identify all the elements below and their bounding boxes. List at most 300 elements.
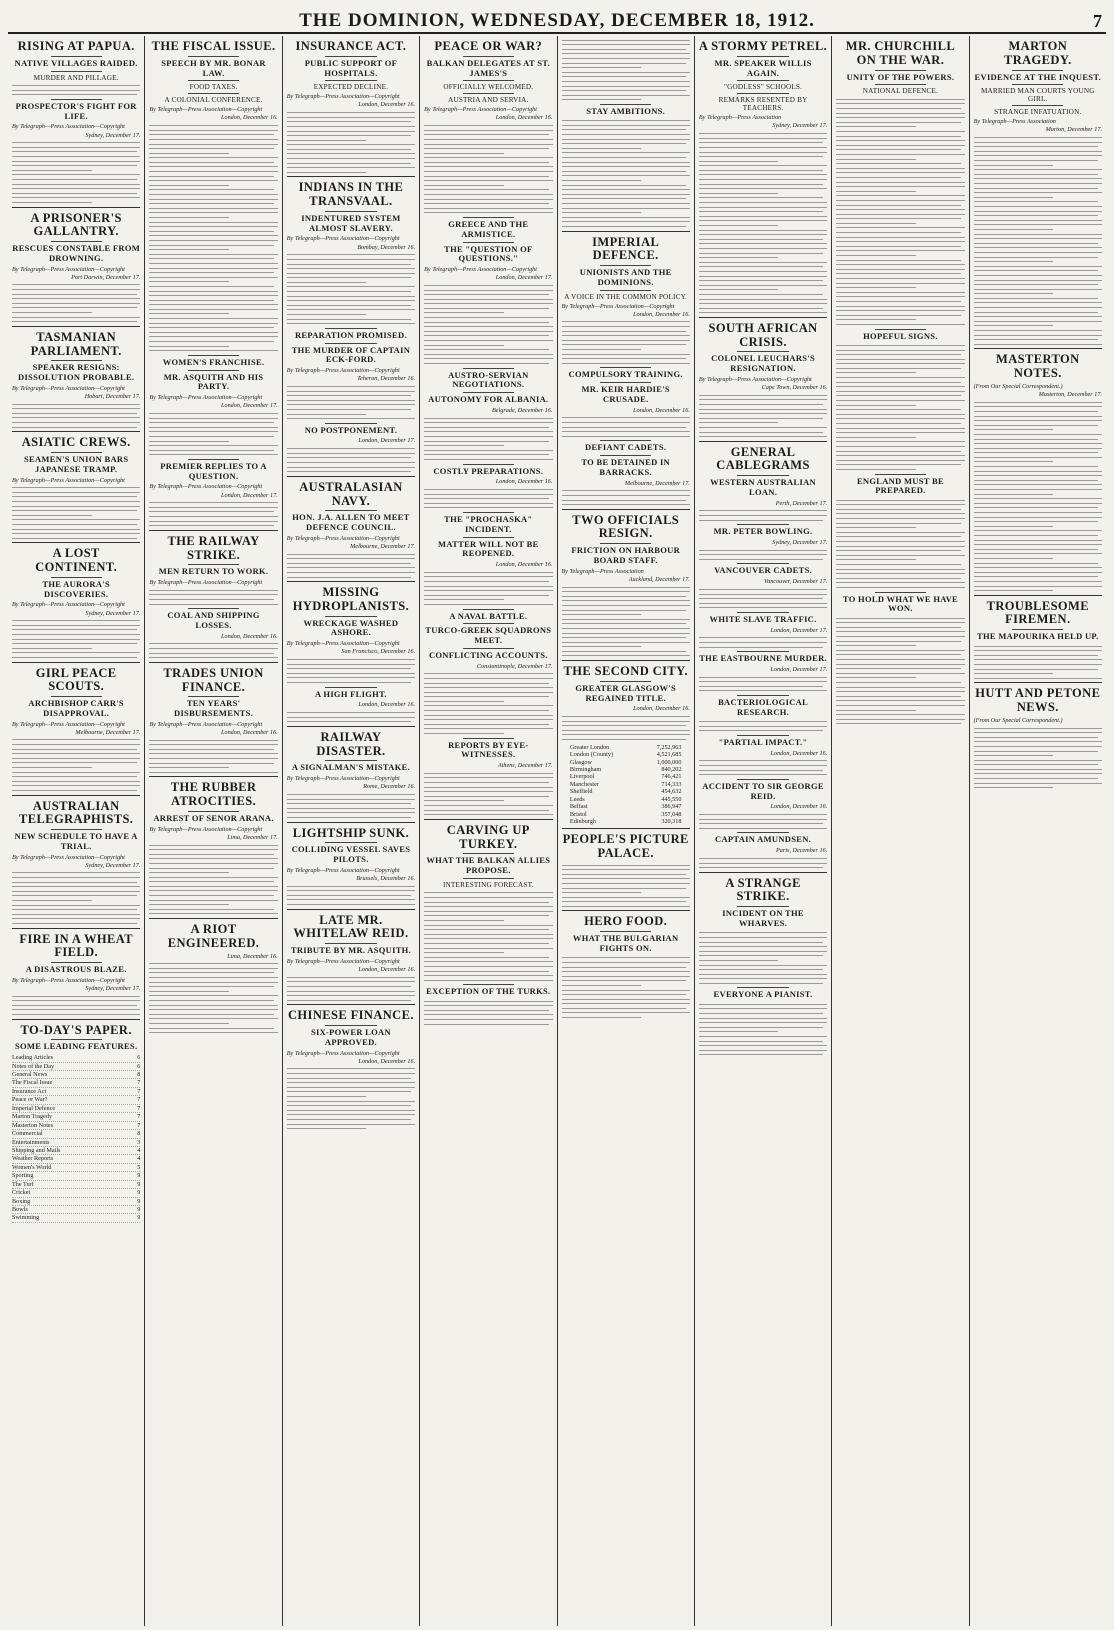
text-line: [149, 235, 277, 236]
byline: By Telegraph—Press Association—Copyright: [561, 302, 675, 310]
text-line: [974, 764, 1099, 765]
text-line: [12, 762, 137, 763]
headline: IMPERIAL DEFENCE.: [592, 234, 660, 263]
body-text-lines: [562, 321, 690, 363]
text-line: [699, 955, 824, 956]
text-line: [424, 810, 549, 811]
text-line: [12, 758, 140, 759]
text-line: [699, 814, 827, 815]
text-line: [562, 208, 690, 209]
subhead-rule: [600, 543, 651, 544]
byline: By Telegraph—Press Association—Copyright: [149, 579, 263, 587]
text-line: [424, 604, 552, 605]
text-line: [974, 266, 1102, 267]
headline: MISSING HYDROPLANISTS.: [292, 585, 410, 613]
feature-page: 3: [137, 1138, 141, 1146]
text-line: [424, 952, 504, 953]
text-line: [149, 309, 277, 310]
text-line: [149, 599, 274, 600]
text-line: [974, 165, 1054, 166]
text-line: [287, 991, 415, 992]
text-line: [836, 578, 961, 579]
masthead-title: THE DOMINION, WEDNESDAY, DECEMBER 18, 1912.: [299, 10, 815, 31]
headline: LATE MR. WHITELAW REID.: [293, 912, 409, 941]
article: [12, 99, 140, 203]
subheadline: SPEECH BY MR. BONAR LAW.: [161, 57, 266, 78]
text-line: [149, 176, 274, 177]
text-line: [562, 81, 690, 82]
text-line: [836, 319, 916, 320]
byline: By Telegraph—Press Association—Copyright: [286, 775, 400, 783]
body-text-lines: [424, 489, 552, 508]
text-line: [699, 1018, 827, 1019]
text-line: [12, 629, 137, 630]
headline: TRADES UNION FINANCE.: [163, 665, 264, 694]
article: [12, 662, 140, 791]
article: [149, 355, 277, 455]
subheadline: SEAMEN'S UNION BARS JAPANESE TRAMP.: [23, 453, 129, 474]
text-line: [149, 749, 274, 750]
text-line: [287, 567, 415, 568]
text-line: [974, 489, 1102, 490]
feature-page: 4: [137, 1146, 141, 1154]
subheadline: ARCHBISHOP CARR'S DISAPPROVAL.: [28, 698, 124, 718]
text-line: [836, 186, 964, 187]
text-line: [836, 99, 964, 100]
headline: TO-DAY'S PAPER.: [20, 1022, 132, 1037]
byline: By Telegraph—Press Association—Copyright: [286, 367, 400, 375]
text-line: [974, 530, 1102, 531]
text-line: [149, 868, 274, 869]
text-line: [699, 969, 824, 970]
body-text-lines: [287, 1068, 415, 1129]
text-line: [836, 460, 964, 461]
text-line: [149, 189, 274, 190]
body-text-lines: [699, 814, 827, 829]
text-line: [149, 890, 277, 891]
city-name: Edinburgh: [569, 818, 596, 826]
text-line: [562, 1008, 687, 1009]
article: [287, 328, 415, 419]
text-line: [699, 642, 827, 643]
article: [699, 832, 827, 868]
text-line: [836, 441, 964, 442]
text-line: [699, 262, 827, 263]
text-line: [149, 753, 277, 754]
dateline: London, December 16.: [358, 1057, 416, 1065]
subhead-rule: [463, 56, 514, 57]
text-line: [974, 270, 1099, 271]
subhead-rule: [51, 696, 102, 697]
subheadline: STAY AMBITIONS.: [586, 105, 666, 116]
text-line: [562, 86, 690, 87]
text-line: [287, 682, 412, 683]
headline: TWO OFFICIALS RESIGN.: [572, 512, 680, 541]
subheadline: COMPULSORY TRAINING.: [568, 369, 683, 380]
article: [699, 779, 827, 829]
text-line: [699, 418, 824, 419]
text-line: [562, 157, 687, 158]
feature-label: Leading Articles: [12, 1054, 54, 1062]
text-line: [974, 773, 1102, 774]
dateline: London, December 16.: [221, 728, 278, 736]
text-line: [974, 220, 1102, 221]
text-line: [562, 865, 690, 866]
text-line: [149, 525, 274, 526]
feature-label: Masterton Notes: [12, 1121, 54, 1129]
text-line: [562, 331, 687, 332]
city-name: Belfast: [569, 803, 588, 811]
subheadline: MR. PETER BOWLING.: [713, 526, 813, 537]
article: [699, 441, 827, 521]
text-line: [12, 193, 137, 194]
subheadline: TURCO-GREEK SQUADRONS MEET.: [425, 625, 552, 646]
column-rule: [287, 476, 415, 477]
text-line: [562, 198, 687, 199]
dateline: Rome, December 16.: [363, 783, 416, 791]
text-line: [424, 427, 549, 428]
text-line: [699, 156, 824, 157]
list-item: [12, 1206, 140, 1214]
text-line: [424, 308, 549, 309]
list-item: [12, 1130, 140, 1138]
article: [424, 464, 552, 509]
subhead-rule: [1012, 70, 1063, 71]
text-line: [287, 1101, 415, 1102]
text-line: [562, 180, 642, 181]
subhead-rule: [51, 360, 102, 361]
headline: FIRE IN A WHEAT FIELD.: [19, 931, 133, 960]
text-line: [836, 324, 964, 325]
article: [287, 476, 415, 578]
article: [149, 918, 277, 1033]
article: [836, 40, 964, 325]
body-text-lines: [287, 112, 415, 173]
text-line: [836, 523, 961, 524]
text-line: [149, 900, 277, 901]
text-line: [424, 1024, 549, 1025]
text-line: [287, 172, 367, 173]
text-line: [562, 976, 690, 977]
text-line: [562, 326, 690, 327]
text-line: [836, 108, 961, 109]
text-line: [12, 161, 140, 162]
text-line: [836, 418, 964, 419]
list-item: [12, 1096, 140, 1104]
text-line: [974, 443, 1102, 444]
text-line: [562, 99, 642, 100]
text-line: [12, 202, 92, 203]
feature-page: 6: [137, 1062, 141, 1070]
dateline: Melbourne, December 17.: [350, 542, 416, 550]
subheadline: A NAVAL BATTLE.: [449, 610, 528, 621]
dateline: Teheran, December 16.: [357, 375, 416, 383]
text-line: [12, 170, 92, 171]
city-name: Birmingham: [569, 765, 602, 773]
text-line: [424, 911, 552, 912]
text-line: [149, 594, 277, 595]
text-line: [699, 432, 824, 433]
text-line: [287, 1091, 412, 1092]
text-line: [836, 287, 916, 288]
byline: By Telegraph—Press Association—Copyright: [149, 720, 263, 728]
text-line: [562, 417, 690, 418]
body-text-lines: [699, 395, 827, 437]
text-line: [699, 819, 827, 820]
byline: By Telegraph—Press Association—Copyright: [12, 976, 125, 984]
feature-label: Weather Reports: [12, 1155, 54, 1163]
headline: PEOPLE'S PICTURE PALACE.: [562, 832, 689, 861]
text-line: [699, 765, 827, 766]
table-row: [568, 803, 684, 810]
text-line: [287, 981, 415, 982]
text-line: [836, 232, 961, 233]
text-line: [699, 280, 824, 281]
subhead-rule: [737, 651, 788, 652]
text-line: [974, 480, 1099, 481]
text-line: [974, 257, 1099, 258]
article: [974, 348, 1102, 591]
text-line: [974, 553, 1102, 554]
text-line: [287, 400, 415, 401]
text-line: [287, 286, 415, 287]
text-line: [562, 651, 687, 652]
text-line: [974, 755, 1054, 756]
text-line: [149, 144, 277, 145]
text-line: [562, 166, 690, 167]
text-line: [287, 817, 412, 818]
text-line: [287, 291, 412, 292]
text-line: [974, 746, 1102, 747]
text-line: [287, 319, 412, 320]
text-line: [562, 901, 687, 902]
subheadline: EXCEPTION OF THE TURKS.: [426, 986, 551, 997]
text-line: [149, 772, 277, 773]
subheadline: GREECE AND THE ARMISTICE.: [448, 219, 529, 239]
text-line: [287, 418, 415, 419]
text-line: [974, 586, 1102, 587]
text-line: [12, 492, 140, 493]
text-line: [699, 647, 824, 648]
text-line: [12, 1014, 140, 1015]
text-line: [562, 883, 690, 884]
text-line: [836, 214, 964, 215]
text-line: [699, 202, 827, 203]
column-1: [8, 36, 145, 1626]
text-line: [12, 156, 140, 157]
text-line: [836, 140, 964, 141]
subhead-rule: [188, 56, 239, 57]
text-line: [974, 503, 1102, 504]
list-item: [12, 1063, 140, 1071]
feature-label: Commercial: [12, 1130, 43, 1138]
text-line: [974, 760, 1102, 761]
body-text-lines: [424, 1001, 552, 1025]
byline: By Telegraph—Press Association—Copyright: [149, 394, 263, 402]
text-line: [12, 781, 140, 782]
text-line: [836, 218, 961, 219]
text-line: [836, 668, 961, 669]
text-line: [12, 90, 140, 91]
text-line: [12, 1005, 137, 1006]
text-line: [424, 814, 552, 815]
subhead-rule: [600, 290, 651, 291]
text-line: [149, 995, 277, 996]
subhead-rule: [737, 832, 788, 833]
byline: By Telegraph—Press Association—Copyright: [286, 93, 400, 101]
body-text-lines: [149, 740, 277, 773]
text-line: [149, 511, 274, 512]
feature-page: 6: [137, 1054, 141, 1062]
byline: By Telegraph—Press Association: [698, 114, 782, 122]
text-line: [699, 253, 824, 254]
subheadline: A VOICE IN THE COMMON POLICY.: [564, 292, 688, 301]
text-line: [836, 622, 964, 623]
text-line: [12, 413, 137, 414]
dateline: Melbourne, December 17.: [75, 728, 141, 736]
body-text-lines: [699, 550, 827, 560]
text-line: [974, 751, 1099, 752]
body-text-lines: [149, 963, 277, 1033]
text-line: [12, 408, 140, 409]
article: [836, 592, 964, 725]
text-line: [12, 515, 92, 516]
text-line: [974, 673, 1054, 674]
text-line: [424, 503, 552, 504]
dateline: London, December 16.: [358, 966, 416, 974]
text-line: [424, 208, 552, 209]
text-line: [287, 268, 415, 269]
text-line: [836, 428, 964, 429]
subhead-rule: [188, 355, 239, 356]
text-line: [12, 321, 137, 322]
text-line: [836, 582, 964, 583]
column-rule: [974, 682, 1102, 683]
text-line: [287, 1082, 415, 1083]
text-line: [287, 409, 412, 410]
body-text-lines: [699, 760, 827, 775]
dateline: Sydney, December 17.: [772, 122, 828, 130]
text-line: [12, 487, 140, 488]
text-line: [699, 197, 824, 198]
subheadline: INTERESTING FORECAST.: [442, 880, 534, 889]
text-line: [699, 1031, 779, 1032]
subheadline: PREMIER REPLIES TO A QUESTION.: [160, 460, 267, 481]
text-line: [974, 728, 1102, 729]
text-line: [836, 191, 916, 192]
body-text-lines: [699, 1004, 827, 1056]
feature-page: 9: [137, 1172, 141, 1180]
text-line: [424, 450, 552, 451]
text-line: [424, 148, 549, 149]
text-line: [149, 231, 274, 232]
text-line: [974, 155, 1102, 156]
subhead-rule: [463, 464, 514, 465]
text-line: [699, 1008, 827, 1009]
subheadline: CONFLICTING ACCOUNTS.: [428, 649, 548, 660]
text-line: [562, 120, 690, 121]
list-item: [12, 1214, 140, 1222]
byline: By Telegraph—Press Association—Copyright: [12, 853, 125, 861]
text-line: [287, 386, 415, 387]
text-line: [836, 154, 964, 155]
text-line: [12, 905, 140, 906]
text-line: [562, 596, 687, 597]
text-line: [12, 174, 140, 175]
text-line: [12, 643, 137, 644]
text-line: [562, 194, 690, 195]
body-text-lines: [562, 40, 690, 101]
article: [836, 474, 964, 588]
article: [699, 987, 827, 1055]
subheadline: "PARTIAL IMPACT.": [718, 736, 808, 747]
text-line: [149, 963, 277, 964]
text-line: [424, 507, 552, 508]
text-line: [12, 506, 140, 507]
text-line: [424, 285, 552, 286]
text-line: [424, 975, 552, 976]
text-line: [699, 550, 827, 551]
article: [699, 695, 827, 731]
subheadline: INDENTURED SYSTEM ALMOST SLAVERY.: [301, 212, 401, 233]
text-line: [836, 283, 964, 284]
dateline: London, December 17.: [221, 402, 278, 410]
article: [12, 40, 140, 95]
text-line: [562, 980, 687, 981]
text-line: [149, 300, 274, 301]
subheadline: A COLONIAL CONFERENCE.: [164, 96, 263, 105]
text-line: [287, 904, 415, 905]
text-line: [424, 897, 552, 898]
text-line: [562, 628, 690, 629]
subheadline: BACTERIOLOGICAL RESEARCH.: [718, 697, 809, 717]
byline: By Telegraph—Press Association: [561, 567, 644, 575]
body-text-lines: [836, 345, 964, 470]
subheadline: "GODLESS" SCHOOLS.: [723, 83, 803, 92]
subhead-rule: [463, 648, 514, 649]
article: [836, 329, 964, 470]
text-line: [699, 730, 824, 731]
text-line: [12, 179, 137, 180]
text-line: [562, 53, 690, 54]
column-3: [283, 36, 420, 1626]
feature-label: General News: [12, 1071, 48, 1079]
text-line: [974, 544, 1102, 545]
text-line: [836, 673, 964, 674]
text-line: [974, 452, 1099, 453]
table-row: [568, 759, 684, 766]
text-line: [836, 350, 964, 351]
feature-page: 7: [137, 1104, 141, 1112]
text-line: [12, 785, 140, 786]
column-8: [970, 36, 1106, 1626]
column-rule: [287, 581, 415, 582]
text-line: [287, 282, 367, 283]
list-item: [12, 1164, 140, 1172]
text-line: [836, 446, 964, 447]
text-line: [149, 872, 229, 873]
text-line: [12, 882, 137, 883]
subheadline: SIX-POWER LOAN APPROVED.: [310, 1027, 391, 1047]
text-line: [424, 796, 549, 797]
text-line: [424, 335, 549, 336]
text-line: [699, 1022, 827, 1023]
text-line: [974, 325, 1054, 326]
text-line: [12, 85, 140, 86]
subhead-rule: [188, 459, 239, 460]
text-line: [287, 309, 415, 310]
text-line: [149, 291, 277, 292]
